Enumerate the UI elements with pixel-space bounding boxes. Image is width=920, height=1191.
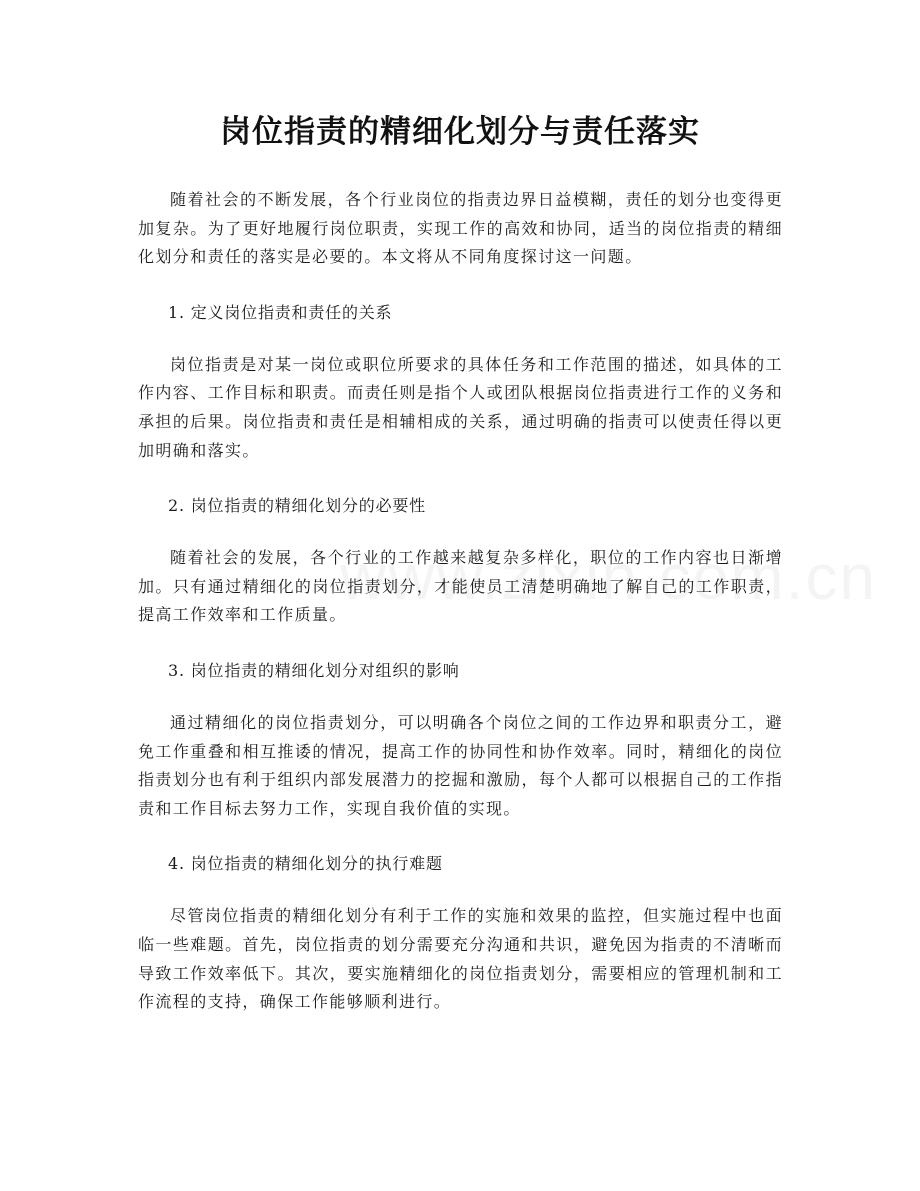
- section-body-2: 随着社会的发展，各个行业的工作越来越复杂多样化，职位的工作内容也日渐增加。只有通过精细化的岗位指责划分，才能使员工清楚明确地了解自己的工作职责，提高工作效率和工作质量。: [138, 548, 783, 625]
- section-body-1: 岗位指责是对某一岗位或职位所要求的具体任务和工作范围的描述，如具体的工作内容、工作目标和职责。而责任则是指个人或团队根据岗位指责进行工作的义务和承担的后果。岗位指责和责任是相辅相成的关系，通过明确的指责可以使责任得以更加明确和落实。: [138, 354, 783, 460]
- page-title: 岗位指责的精细化划分与责任落实: [220, 114, 700, 150]
- document-body: [138, 186, 783, 1044]
- section-heading-3: 3. 岗位指责的精细化划分对组织的影响: [168, 660, 460, 680]
- section-heading-4: 4. 岗位指责的精细化划分的执行难题: [168, 854, 443, 874]
- section-body-4: 尽管岗位指责的精细化划分有利于工作的实施和效果的监控，但实施过程中也面临一些难题。首先，岗位指责的划分需要充分沟通和共识，避免因为指责的不清晰而导致工作效率低下。其次，要实施精细化的岗位指责划分，需要相应的管理机制和工作流程的支持，确保工作能够顺利进行。: [138, 906, 783, 1012]
- section-heading-2: 2. 岗位指责的精细化划分的必要性: [168, 496, 426, 516]
- section-body-3: 通过精细化的岗位指责划分，可以明确各个岗位之间的工作边界和职责分工，避免工作重叠和相互推诿的情况，提高工作的协同性和协作效率。同时，精细化的岗位指责划分也有利于组织内部发展潜力的挖掘和激励，每个人都可以根据自己的工作指责和工作目标去努力工作，实现自我价值的实现。: [138, 712, 783, 818]
- section-heading-1: 1. 定义岗位指责和责任的关系: [168, 302, 393, 322]
- intro-paragraph: 随着社会的不断发展，各个行业岗位的指责边界日益模糊，责任的划分也变得更加复杂。为了更好地履行岗位职责，实现工作的高效和协同，适当的岗位指责的精细化划分和责任的落实是必要的。本文将从不同角度探讨这一问题。: [138, 190, 783, 267]
